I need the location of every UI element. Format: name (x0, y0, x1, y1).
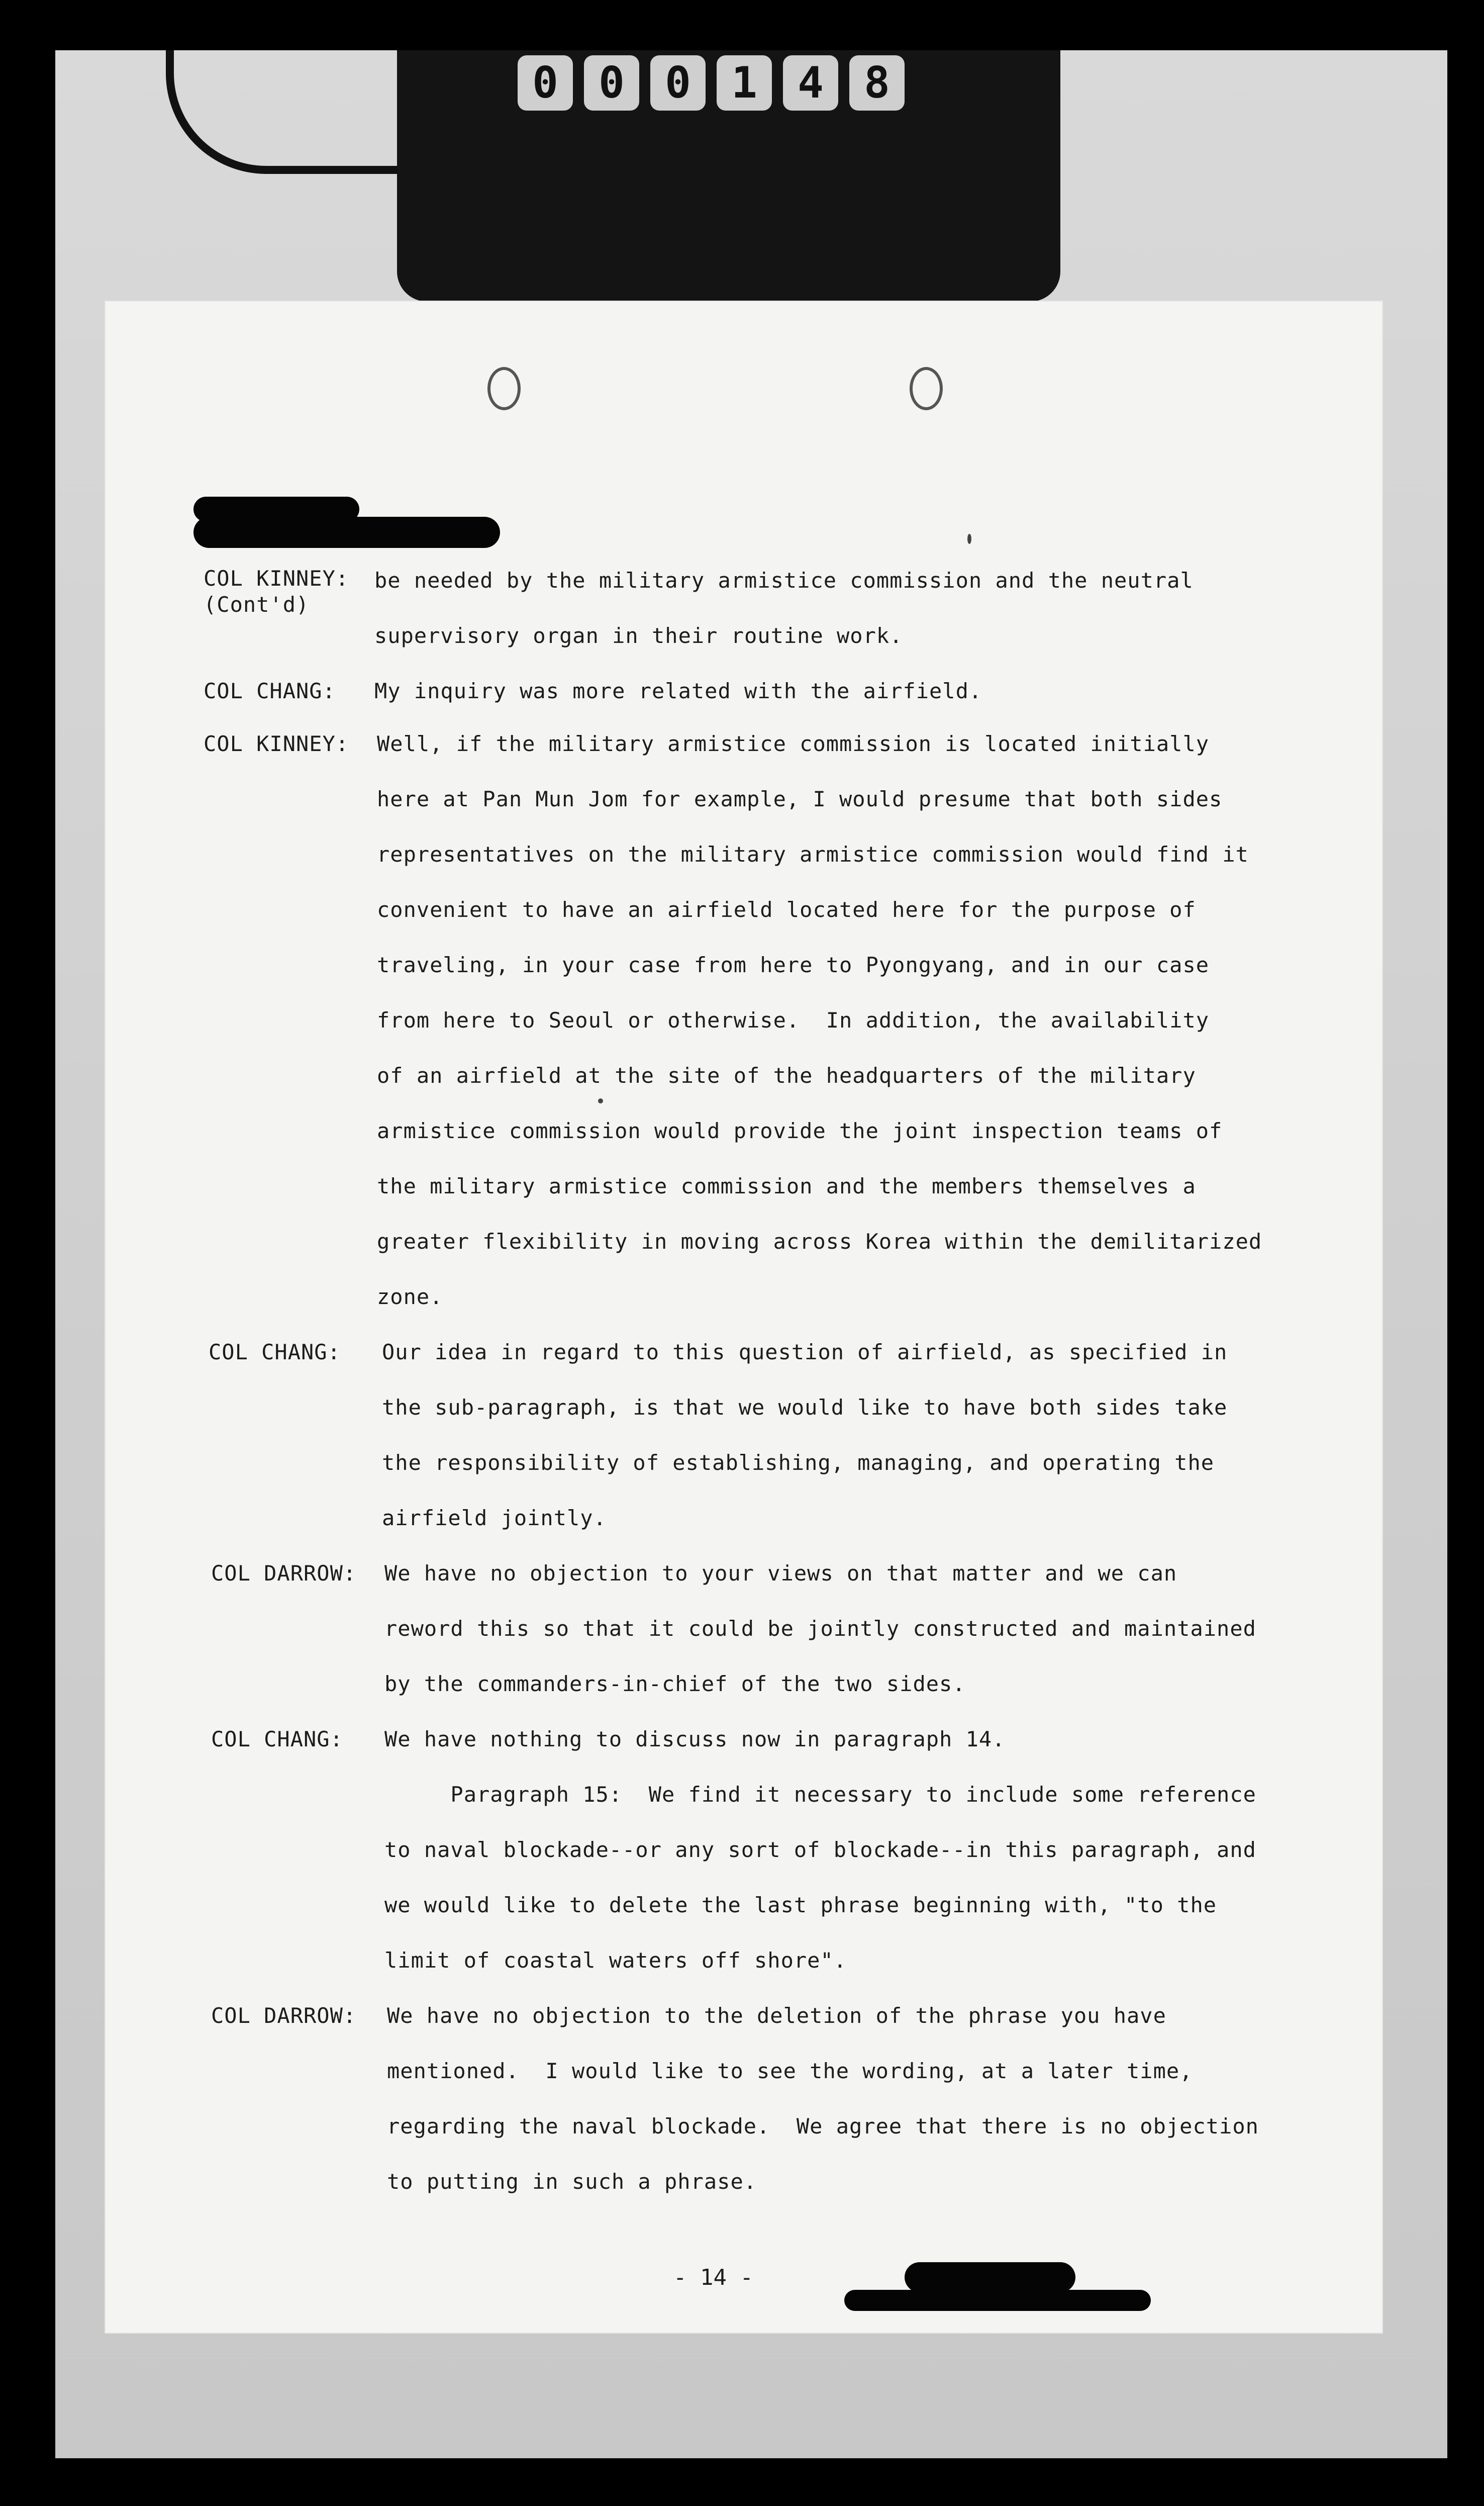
redaction-bar (905, 2262, 1075, 2292)
text-line: be needed by the military armistice commission and the neutral (374, 568, 1194, 593)
text-line: to putting in such a phrase. (387, 2169, 757, 2194)
punch-hole-left (487, 367, 521, 410)
text-line: We have no objection to the deletion of the phrase you have (387, 2003, 1166, 2028)
text-line: here at Pan Mun Jom for example, I would presume that both sides (377, 787, 1223, 811)
punch-hole-right (910, 367, 943, 410)
frame-counter (518, 55, 920, 111)
text-line: representatives on the military armistice commission would find it (377, 842, 1249, 867)
text-line: limit of coastal waters off shore". (384, 1948, 847, 1973)
text-line: armistice commission would provide the joint inspection teams of (377, 1119, 1223, 1143)
text-line: We have nothing to discuss now in paragraph 14. (384, 1727, 1006, 1751)
text-line: convenient to have an airfield located here for the purpose of (377, 897, 1196, 922)
page-number: - 14 - (673, 2265, 753, 2290)
text-line: of an airfield at the site of the headquarters of the military (377, 1063, 1196, 1088)
text-line: Paragraph 15: We find it necessary to include some reference (384, 1782, 1256, 1807)
counter-digit: 0 (518, 55, 573, 111)
speaker-label: COL CHANG: (209, 1340, 341, 1364)
text-line: the sub-paragraph, is that we would like to have both sides take (382, 1395, 1228, 1420)
text-line: mentioned. I would like to see the wording, at a later time, (387, 2059, 1193, 2083)
text-line: supervisory organ in their routine work. (374, 623, 903, 648)
text-line: from here to Seoul or otherwise. In addition, the availability (377, 1008, 1210, 1033)
text-line: airfield jointly. (382, 1506, 607, 1530)
text-line: reword this so that it could be jointly constructed and maintained (384, 1616, 1256, 1641)
text-line: regarding the naval blockade. We agree that there is no objection (387, 2114, 1259, 2139)
speck (967, 534, 971, 544)
text-line: by the commanders-in-chief of the two sides. (384, 1672, 966, 1696)
speaker-label: COL CHANG: (204, 679, 336, 703)
text-line: Well, if the military armistice commission is located initially (377, 731, 1210, 756)
speck (598, 1098, 603, 1103)
text-line: the military armistice commission and the members themselves a (377, 1174, 1196, 1198)
text-line: greater flexibility in moving across Korea within the demilitarized (377, 1229, 1262, 1254)
counter-digit: 0 (650, 55, 706, 111)
speaker-label: COL KINNEY: (Cont'd) (204, 566, 349, 617)
document-page (106, 302, 1382, 2333)
text-line: We have no objection to your views on that matter and we can (384, 1561, 1177, 1586)
counter-digit: 8 (849, 55, 905, 111)
counter-digit: 1 (717, 55, 772, 111)
redaction-bar (193, 517, 500, 548)
text-line: traveling, in your case from here to Pyongyang, and in our case (377, 953, 1210, 977)
redaction-bar (844, 2290, 1151, 2311)
text-line: zone. (377, 1284, 443, 1309)
speaker-label: COL KINNEY: (204, 731, 349, 756)
text-line: to naval blockade--or any sort of blockade--in this paragraph, and (384, 1837, 1256, 1862)
text-line: My inquiry was more related with the airfield. (374, 679, 982, 703)
counter-digit: 4 (783, 55, 838, 111)
counter-digit: 0 (584, 55, 639, 111)
text-line: the responsibility of establishing, managing, and operating the (382, 1450, 1215, 1475)
speaker-label: COL DARROW: (211, 2003, 357, 2028)
speaker-label: COL DARROW: (211, 1561, 357, 1586)
text-line: we would like to delete the last phrase beginning with, "to the (384, 1893, 1217, 1917)
text-line: Our idea in regard to this question of airfield, as specified in (382, 1340, 1228, 1364)
speaker-label: COL CHANG: (211, 1727, 343, 1751)
